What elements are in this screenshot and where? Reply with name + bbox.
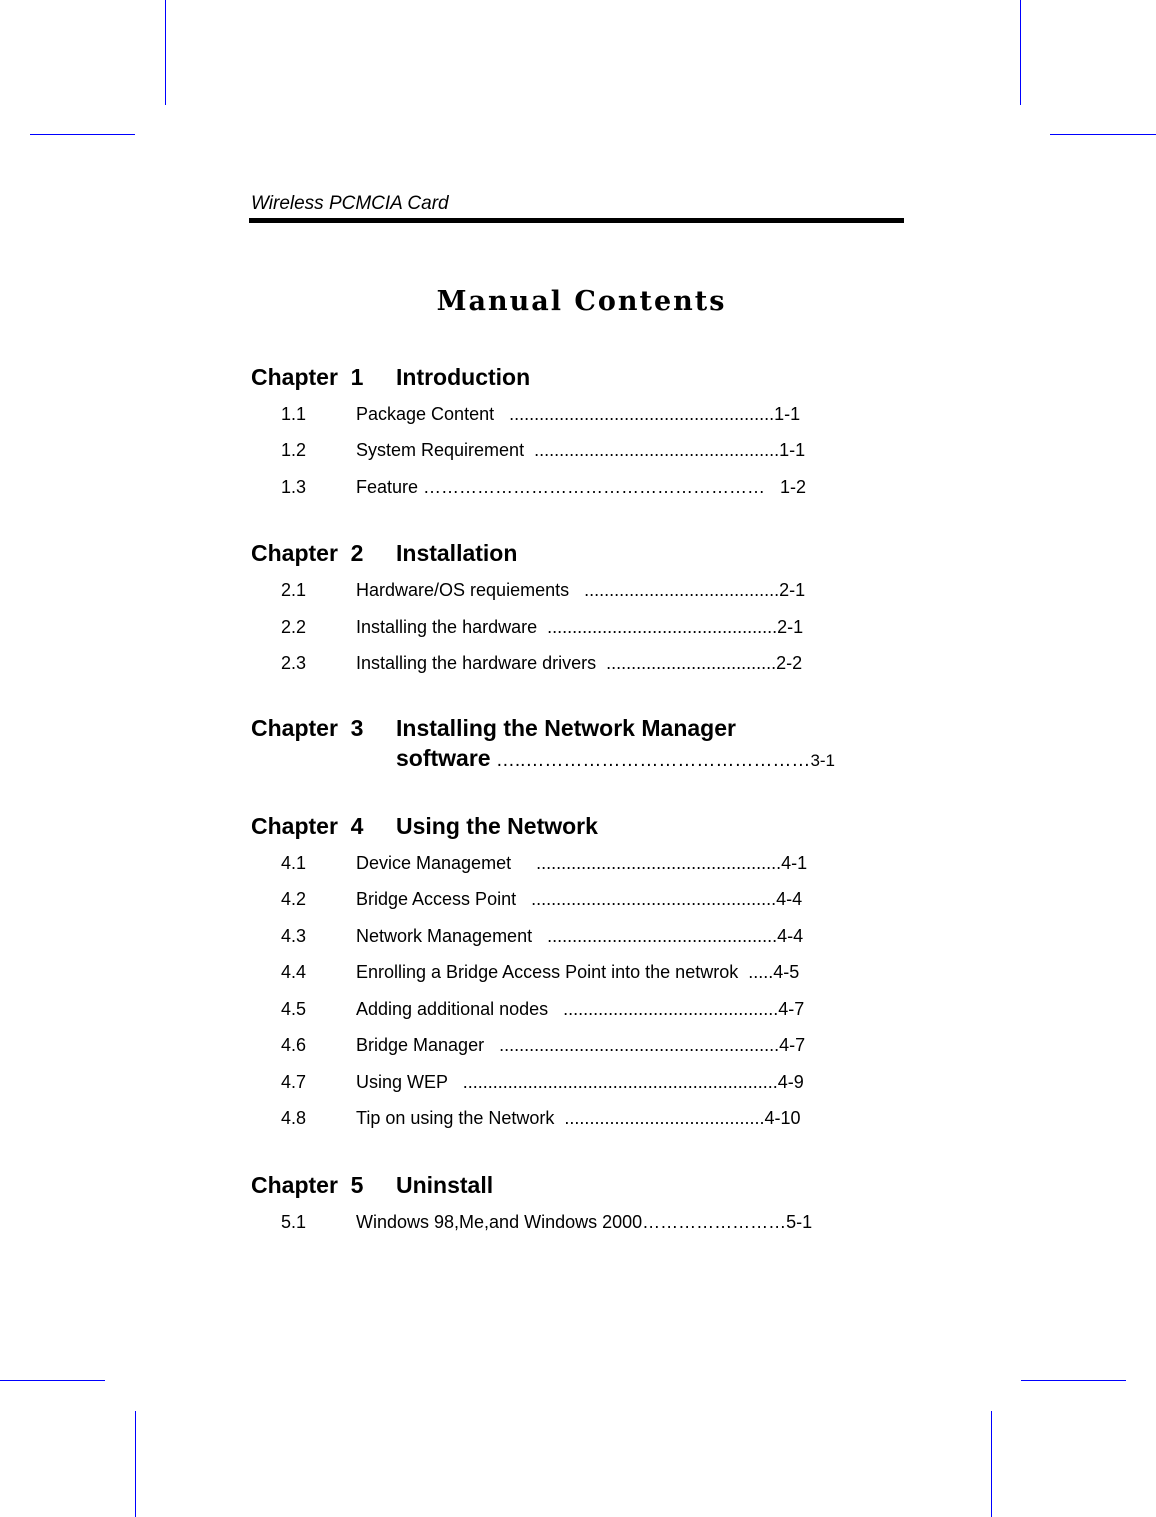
chapter-label: Chapter 2: [251, 540, 364, 566]
toc-entry-text: Tip on using the Network ........................................4-10: [356, 1108, 801, 1128]
crop-mark-top-right-horizontal: [1050, 134, 1156, 135]
toc-entry-text: Bridge Access Point .................................................4-4: [356, 889, 803, 909]
toc-entry-number: 4.7: [281, 1072, 307, 1092]
chapter-label: Chapter 3: [251, 715, 364, 741]
crop-mark-bottom-left-horizontal: [0, 1380, 105, 1381]
crop-mark-top-right-vertical: [1020, 0, 1021, 105]
toc-entry-4-4[interactable]: [281, 962, 799, 983]
chapter-3-heading[interactable]: [251, 715, 736, 742]
toc-entry-number: 4.6: [281, 1035, 307, 1055]
toc-entry-number: 2.1: [281, 580, 307, 600]
toc-entry-text: Hardware/OS requiements .......................................2-1: [356, 580, 806, 600]
crop-mark-bottom-left-vertical: [135, 1411, 136, 1517]
toc-entry-number: 2.3: [281, 653, 307, 673]
toc-entry-number: 4.4: [281, 962, 307, 982]
toc-entry-1-2[interactable]: [281, 440, 805, 461]
crop-mark-bottom-right-horizontal: [1021, 1380, 1126, 1381]
chapter-title: Installation: [396, 540, 518, 566]
toc-entry-4-8[interactable]: [281, 1108, 801, 1129]
toc-entry-number: 1.3: [281, 477, 307, 497]
chapter-title: Installing the Network Manager: [396, 715, 736, 741]
toc-entry-text: Adding additional nodes ...........................................4-7: [356, 999, 805, 1019]
toc-entry-2-2[interactable]: [281, 617, 803, 638]
crop-mark-top-left-horizontal: [30, 134, 135, 135]
toc-entry-number: 4.2: [281, 889, 307, 909]
toc-entry-text: Windows 98,Me,and Windows 2000……………………5-1: [356, 1212, 813, 1232]
toc-entry-text: Network Management ..............................................4-4: [356, 926, 804, 946]
chapter-label: Chapter 5: [251, 1172, 364, 1198]
chapter-title: Using the Network: [396, 813, 598, 839]
toc-entry-4-6[interactable]: [281, 1035, 805, 1056]
crop-mark-bottom-right-vertical: [991, 1411, 992, 1517]
page-number: 3-1: [810, 751, 836, 770]
chapter-5-heading[interactable]: [251, 1172, 493, 1199]
running-header-title: Wireless PCMCIA Card: [251, 193, 449, 214]
toc-entry-5-1[interactable]: [281, 1212, 812, 1233]
toc-entry-number: 4.8: [281, 1108, 307, 1128]
toc-entry-number: 4.5: [281, 999, 307, 1019]
toc-entry-4-3[interactable]: [281, 926, 803, 947]
chapter-label: Chapter 4: [251, 813, 364, 839]
chapter-1-heading[interactable]: [251, 364, 530, 391]
toc-entry-number: 2.2: [281, 617, 307, 637]
toc-entry-text: Installing the hardware ..............................................2-1: [356, 617, 804, 637]
toc-entry-text: System Requirement .................................................1-1: [356, 440, 806, 460]
toc-entry-text: Enrolling a Bridge Access Point into the netwrok .....4-5: [356, 962, 800, 982]
toc-entry-number: 1.1: [281, 404, 307, 424]
toc-entry-text: Installing the hardware drivers ..................................2-2: [356, 653, 803, 673]
toc-entry-text: Bridge Manager ........................................................4-7: [356, 1035, 806, 1055]
chapter-title: Introduction: [396, 364, 531, 390]
chapter-3-title-continuation[interactable]: [396, 745, 835, 772]
toc-entry-4-5[interactable]: [281, 999, 804, 1020]
toc-entry-1-3[interactable]: [281, 477, 806, 498]
toc-entry-1-1[interactable]: [281, 404, 800, 425]
toc-entry-text: Feature ………………………………………………… 1-2: [356, 477, 807, 497]
chapter-title: Uninstall: [396, 1172, 494, 1198]
chapter-title-continuation: software: [396, 745, 491, 771]
toc-entry-number: 4.1: [281, 853, 307, 873]
toc-entry-number: 4.3: [281, 926, 307, 946]
header-rule: [249, 218, 904, 223]
chapter-2-heading[interactable]: [251, 540, 517, 567]
toc-entry-number: 5.1: [281, 1212, 307, 1232]
chapter-label: Chapter 1: [251, 364, 364, 390]
page-title: Manual Contents: [436, 286, 727, 317]
toc-entry-2-3[interactable]: [281, 653, 802, 674]
toc-entry-text: Package Content .....................................................1-1: [356, 404, 801, 424]
dot-leader: …..………………………………………: [490, 750, 811, 771]
toc-entry-4-2[interactable]: [281, 889, 802, 910]
crop-mark-top-left-vertical: [165, 0, 166, 105]
toc-entry-4-7[interactable]: [281, 1072, 804, 1093]
chapter-4-heading[interactable]: [251, 813, 598, 840]
toc-entry-text: Using WEP ...............................................................4-9: [356, 1072, 804, 1092]
toc-entry-4-1[interactable]: [281, 853, 807, 874]
toc-entry-text: Device Managemet .................................................4-1: [356, 853, 808, 873]
toc-entry-2-1[interactable]: [281, 580, 805, 601]
toc-entry-number: 1.2: [281, 440, 307, 460]
